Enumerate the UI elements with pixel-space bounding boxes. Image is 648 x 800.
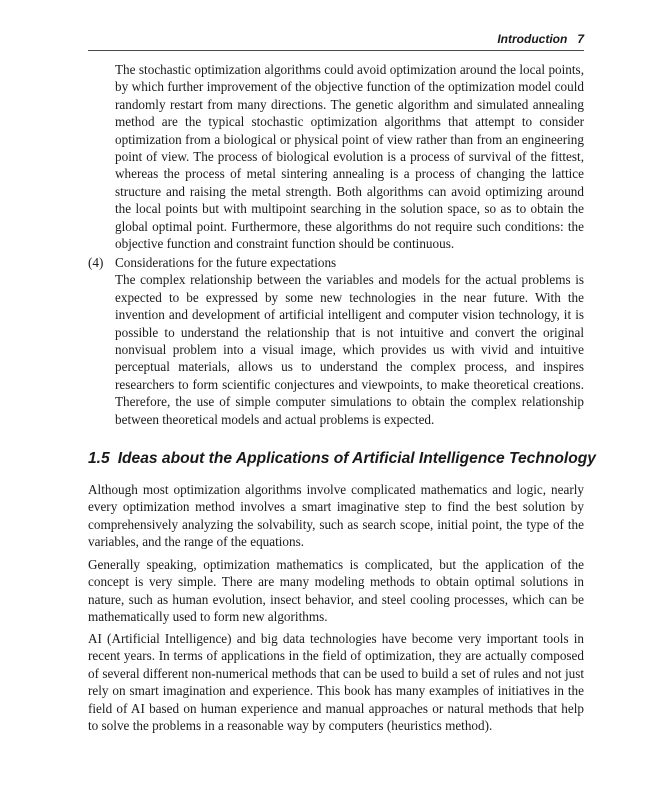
list-item-body — [115, 254, 584, 428]
list-item-title: Considerations for the future expectations — [115, 255, 337, 270]
list-item-4 — [88, 254, 584, 428]
running-title: Introduction — [497, 32, 568, 46]
section-number: 1.5 — [88, 450, 110, 467]
section-title: Ideas about the Applications of Artificial Intelligence Technology — [117, 450, 596, 467]
running-header — [88, 30, 584, 51]
section-heading — [88, 449, 608, 469]
stochastic-paragraph: The stochastic optimization algorithms could avoid optimization around the local points, by which further improvement of the objective function of the optimization model could randomly restart from many directions. The genetic algorithm and simulated annealing method are the typical stochastic optimization algorithms that attempt to consider optimization from a biological or physical point of view rather than from an engineering point of view. The process of biological evolution is a process of survival of the fittest, whereas the process of metal sintering annealing is a process of changing the lattice structure and raising the metal strength. Both algorithms can avoid optimizing around the local points but with multipoint searching in the solution space, so as to obtain the global optimal point. Furthermore, these algorithms do not require such conditions: the objective function and constraint function should be continuous. — [115, 62, 584, 252]
page-number: 7 — [577, 32, 584, 46]
list-item-text: The complex relationship between the variables and models for the actual problems is expected to be expressed by some new technologies in the near future. With the invention and development of artificial intelligent and computer vision technology, it is possible to understand the relationship that is not intuitive and convert the original nonvisual problem into a visual image, which provides us with vivid and intuitive perceptual materials, allows us to understand the complex process, and inspires researchers to form scientific conjectures and viewpoints, to make theoretical creations. Therefore, the use of simple computer simulations to obtain the complex relationship between theoretical models and actual problems is expected. — [115, 272, 584, 427]
section-paragraph-1: Although most optimization algorithms involve complicated mathematics and logic, nearly every optimization method involves a smart imaginative step to find the best solution by comprehensively analyzing the solvability, such as search scope, initial point, the type of the variables, and the range of the equations. — [88, 482, 584, 550]
list-marker: (4) — [88, 255, 104, 270]
section-paragraph-3: AI (Artificial Intelligence) and big data technologies have become very important tools in recent years. In terms of applications in the field of optimization, they are actually composed of several different non-numerical methods that can be used to build a set of rules and not just rely on smart imagination and experience. This book has many examples of initiatives in the field of AI based on human experience and manual approaches or natural methods that help to solve the problems in a reasonable way by computers (heuristics method). — [88, 631, 584, 734]
section-paragraph-2: Generally speaking, optimization mathematics is complicated, but the application of the concept is very simple. There are many modeling methods to obtain optimal solutions in nature, such as human evolution, insect behavior, and steel cooling processes, which can be mathematically used to form new algorithms. — [88, 557, 584, 625]
